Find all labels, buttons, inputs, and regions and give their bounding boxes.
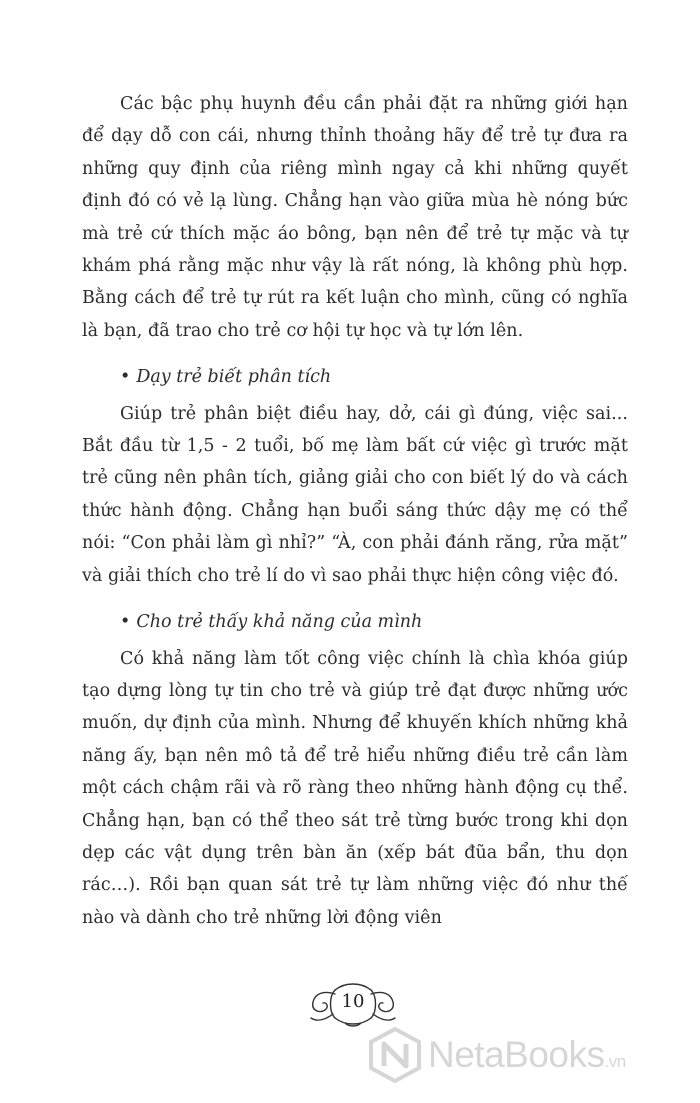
paragraph-analysis: Giúp trẻ phân biệt điều hay, dở, cái gì đúng, việc sai... Bắt đầu từ 1,5 - 2 tuổi, bố mẹ làm bất cứ việc gì trước mặt trẻ cũng nên phân tích, giảng giải cho con biết lý do và cách thức hành động. Chẳng hạn buổi sáng thức dậy mẹ có thể nói: “Con phải làm gì nhỉ?” “À, con phải đánh răng, rửa mặt” và giải thích cho trẻ lí do vì sao phải thực hiện công việc đó. — [82, 403, 628, 586]
page-number: 10 — [341, 991, 365, 1012]
page-body — [82, 88, 628, 934]
paragraph-ability: Có khả năng làm tốt công việc chính là chìa khóa giúp tạo dựng lòng tự tin cho trẻ và giúp trẻ đạt được những ước muốn, dự định của mình. Nhưng để khuyến khích những khả năng ấy, bạn nên mô tả để trẻ hiểu những điều trẻ cần làm một cách chậm rãi và rõ ràng theo những hành động cụ thể. Chẳng hạn, bạn có thể theo sát trẻ từng bước trong khi dọn dẹp các vật dụng trên bàn ăn (xếp bát đũa bẩn, thu dọn rác…). Rồi bạn quan sát trẻ tự làm những việc đó như thế nào và dành cho trẻ những lời động viên — [82, 648, 628, 928]
watermark — [362, 1020, 697, 1090]
watermark-brand-name: NetaBooks — [428, 1034, 605, 1075]
section-heading-analysis-text: Dạy trẻ biết phân tích — [136, 367, 332, 388]
watermark-brand — [428, 1034, 626, 1076]
netabooks-logo-icon — [366, 1026, 424, 1084]
section-heading-ability — [82, 606, 628, 638]
bullet-icon: • — [120, 612, 131, 633]
section-heading-analysis — [82, 361, 628, 393]
paragraph-intro: Các bậc phụ huynh đều cần phải đặt ra những giới hạn để dạy dỗ con cái, nhưng thỉnh thoảng hãy để trẻ tự đưa ra những quy định của riêng mình ngay cả khi những quyết định đó có vẻ lạ lùng. Chẳng hạn vào giữa mùa hè nóng bức mà trẻ cứ thích mặc áo bông, bạn nên để trẻ tự mặc và tự khám phá rằng mặc như vậy là rất nóng, là không phù hợp. Bằng cách để trẻ tự rút ra kết luận cho mình, cũng có nghĩa là bạn, đã trao cho trẻ cơ hội tự học và tự lớn lên. — [82, 94, 628, 341]
watermark-tld: .vn — [604, 1052, 626, 1071]
bullet-icon: • — [120, 367, 131, 388]
section-heading-ability-text: Cho trẻ thấy khả năng của mình — [136, 612, 423, 633]
